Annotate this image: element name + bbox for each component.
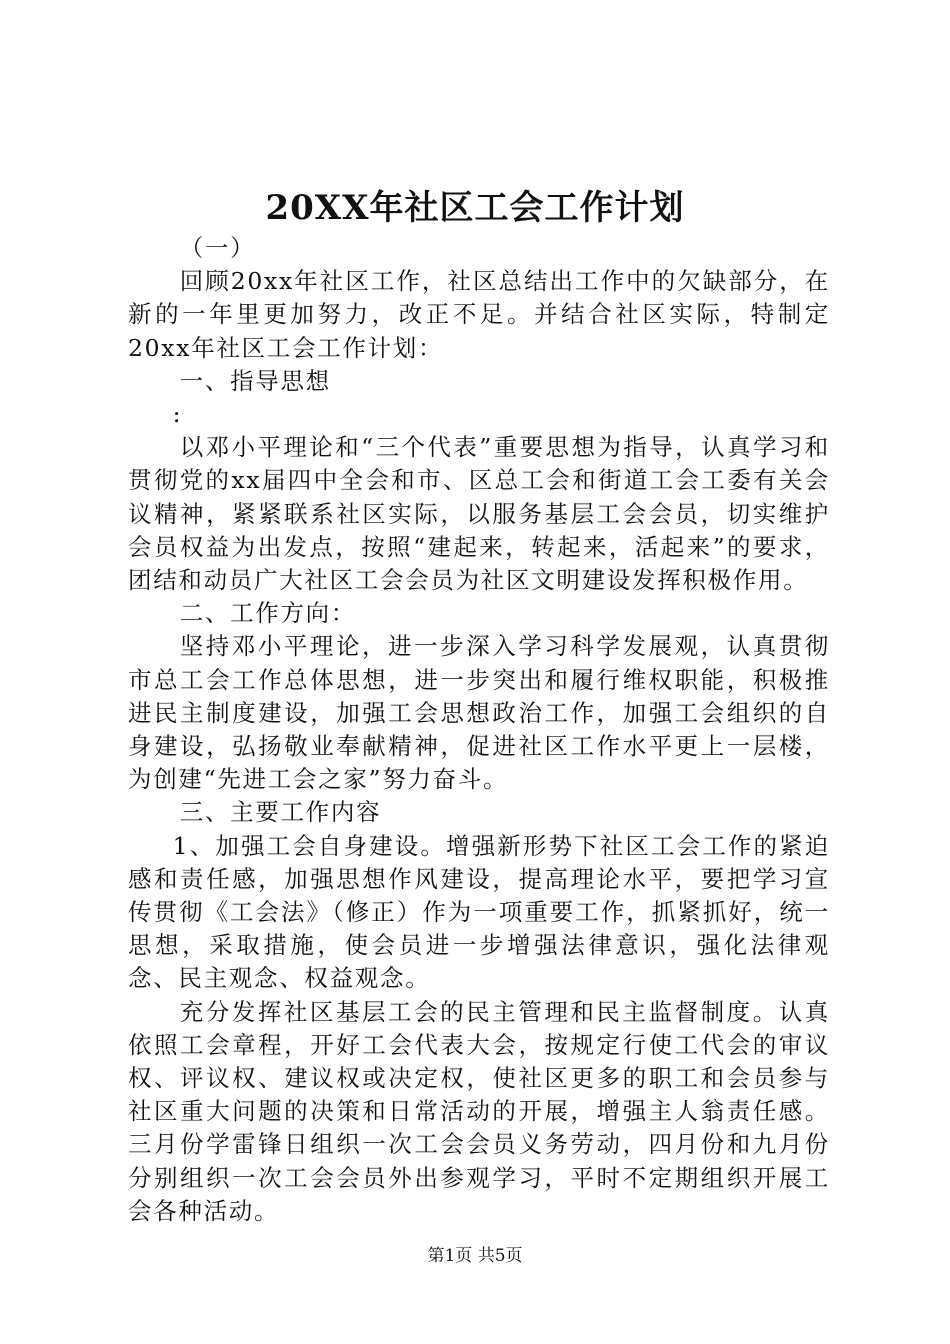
paragraph-self-building: 1、加强工会自身建设。增强新形势下社区工会工作的紧迫感和责任感，加强思想作风建设，提高理论水平，要把学习宣传贯彻《工会法》（修正）作为一项重要工作，抓紧抓好，统一思想，采取措施，使会员进一步增强法律意识，强化法律观念、民主观念、权益观念。 [128,831,830,993]
paragraph-work-direction: 坚持邓小平理论，进一步深入学习科学发展观，认真贯彻市总工会工作总体思想，进一步突出和履行维权职能，积极推进民主制度建设，加强工会思想政治工作，加强工会组织的自身建设，弘扬敬业奉献精神，促进社区工作水平更上一层楼，为创建“先进工会之家”努力奋斗。 [128,632,830,794]
heading-guiding-ideology: 一、指导思想 [179,366,331,395]
paragraph-guiding-ideology: 以邓小平理论和“三个代表”重要思想为指导，认真学习和贯彻党的xx届四中全会和市、区总工会和街道工会工委有关会议精神，紧紧联系社区实际，以服务基层工会会员，切实维护会员权益为出发点，按照“建起来，转起来，活起来”的要求，团结和动员广大社区工会会员为社区文明建设发挥积极作用。 [128,433,830,595]
paragraph-democratic-management: 充分发挥社区基层工会的民主管理和民主监督制度。认真依照工会章程，开好工会代表大会，按规定行使工代会的审议权、评议权、建议权或决定权，使社区更多的职工和会员参与社区重大问题的决策和日常活动的开展，增强主人翁责任感。三月份学雷锋日组织一次工会会员义务劳动，四月份和九月份分别组织一次工会会员外出参观学习，平时不定期组织开展工会各种活动。 [128,997,830,1225]
heading-work-direction: 二、工作方向： [179,599,357,628]
colon-line: : [172,400,183,429]
document-body [128,232,830,1228]
heading-main-content: 三、主要工作内容 [179,798,382,827]
page-footer: 第1页 共5页 [427,1246,523,1266]
intro-paragraph: 回顾20xx年社区工作，社区总结出工作中的欠缺部分，在新的一年里更加努力，改正不足。并结合社区实际，特制定20xx年社区工会工作计划： [128,267,830,362]
document-title: 20XX年社区工会工作计划 [265,188,685,228]
section-number: （一） [179,234,256,262]
